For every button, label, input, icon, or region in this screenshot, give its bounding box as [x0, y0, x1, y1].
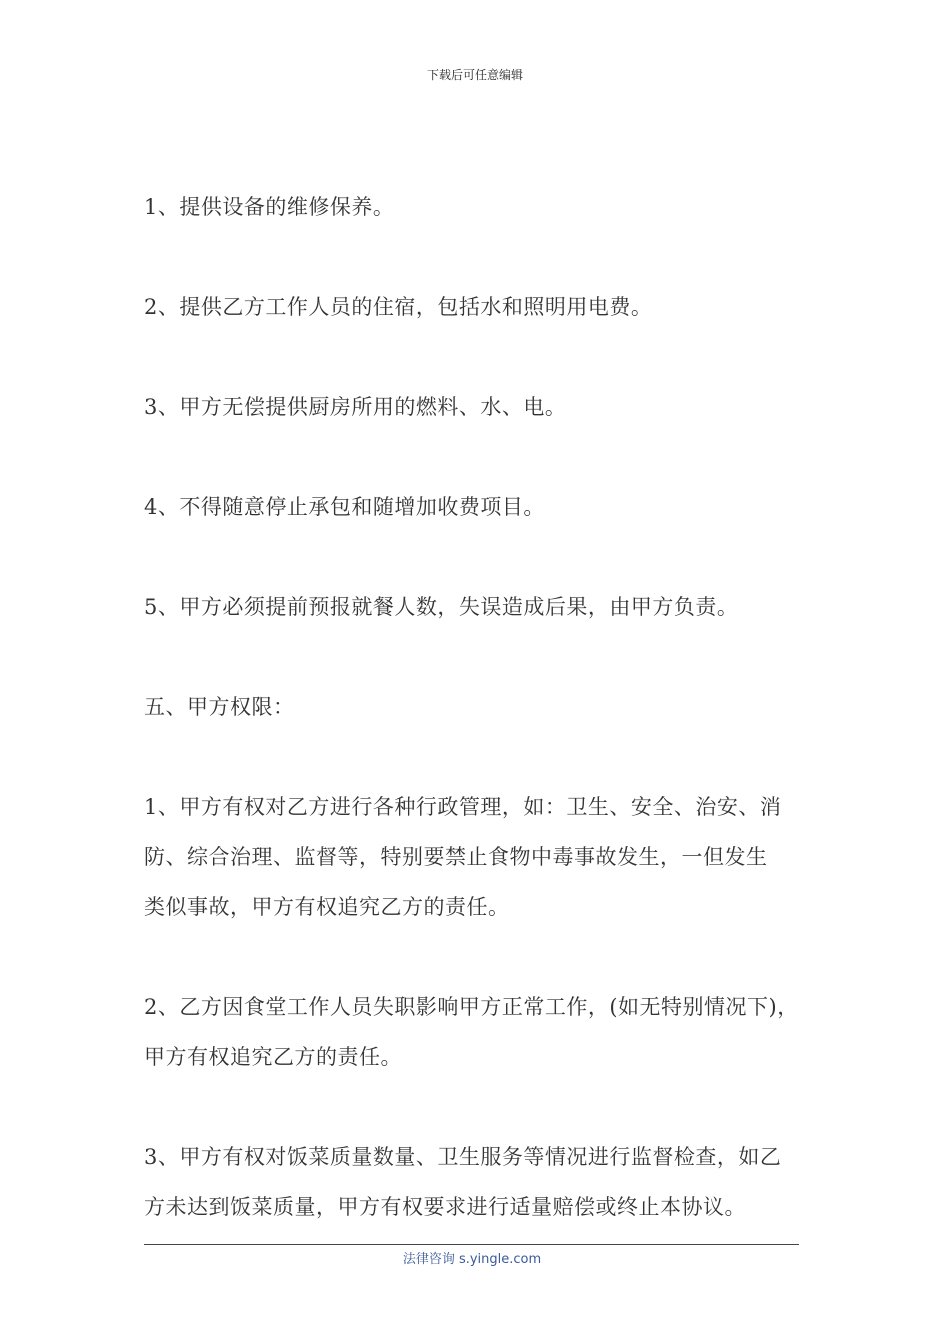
paragraph	[144, 182, 824, 232]
text-line: 3、甲方有权对饭菜质量数量、卫生服务等情况进行监督检查，如乙	[144, 1145, 782, 1169]
footer-divider	[144, 1244, 799, 1245]
paragraph	[144, 582, 824, 632]
text-line: 1、甲方有权对乙方进行各种行政管理，如：卫生、安全、治安、消	[144, 795, 782, 819]
text-line: 2、提供乙方工作人员的住宿，包括水和照明用电费。	[144, 295, 653, 319]
paragraph	[144, 482, 824, 532]
text-line: 1、提供设备的维修保养。	[144, 195, 395, 219]
text-line: 甲方有权追究乙方的责任。	[144, 1045, 402, 1069]
text-line: 5、甲方必须提前预报就餐人数，失误造成后果，由甲方负责。	[144, 595, 739, 619]
paragraph	[144, 982, 824, 1082]
text-line: 方未达到饭菜质量，甲方有权要求进行适量赔偿或终止本协议。	[144, 1195, 746, 1219]
paragraph	[144, 282, 824, 332]
text-line: 防、综合治理、监督等，特别要禁止食物中毒事故发生，一但发生	[144, 845, 768, 869]
text-line: 五、甲方权限：	[144, 695, 295, 719]
text-line: 3、甲方无偿提供厨房所用的燃料、水、电。	[144, 395, 567, 419]
footer-link[interactable]: 法律咨询 s.yingle.com	[402, 1252, 542, 1267]
text-line: 类似事故，甲方有权追究乙方的责任。	[144, 895, 510, 919]
section-heading	[144, 682, 824, 732]
text-line: 2、乙方因食堂工作人员失职影响甲方正常工作，(如无特别情况下)，	[144, 995, 799, 1019]
paragraph	[144, 1132, 824, 1232]
page-header: 下载后可任意编辑	[426, 68, 523, 82]
paragraph	[144, 782, 824, 932]
paragraph	[144, 382, 824, 432]
text-line: 4、不得随意停止承包和随增加收费项目。	[144, 495, 545, 519]
document-body	[144, 182, 824, 1282]
